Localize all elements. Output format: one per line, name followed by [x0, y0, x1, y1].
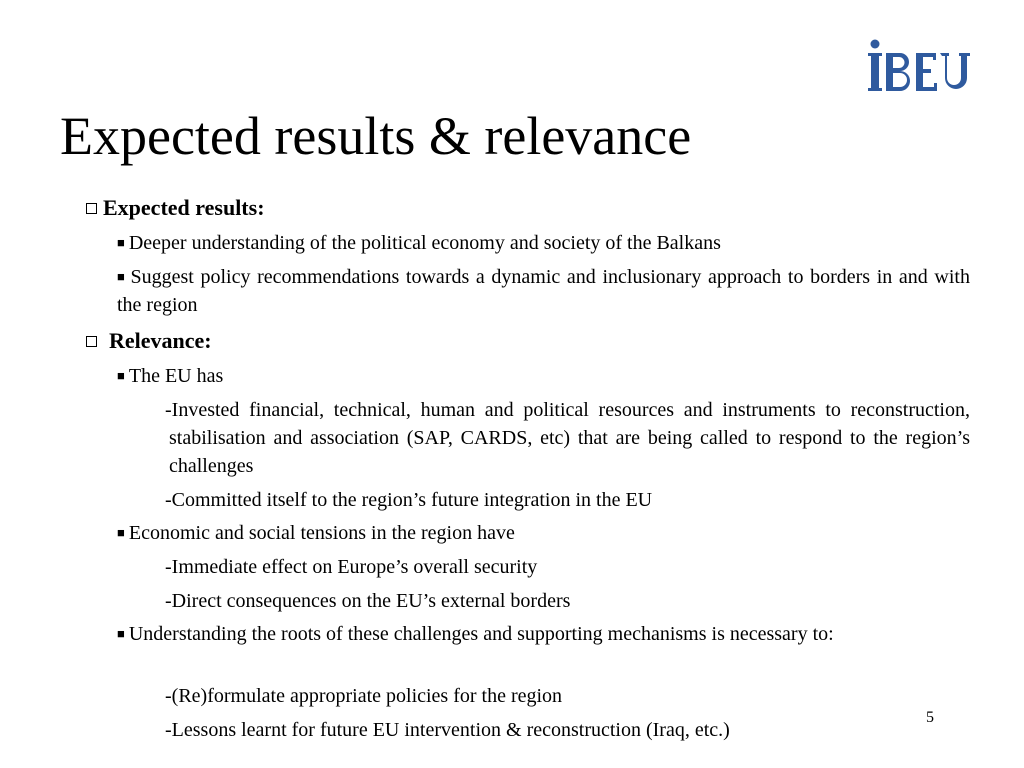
square-bullet-icon: ■	[117, 269, 127, 284]
list-item	[117, 263, 970, 319]
list-item	[117, 620, 970, 648]
checkbox-bullet-icon	[86, 336, 97, 347]
square-bullet-icon: ■	[117, 626, 125, 641]
list-item-text: Suggest policy recommendations towards a dynamic and inclusionary approach to borders in and with the region	[117, 266, 970, 316]
list-item-text: Economic and social tensions in the region have	[128, 522, 515, 544]
square-bullet-icon: ■	[117, 368, 125, 383]
relevance-heading-text: Relevance:	[109, 328, 212, 353]
expected-results-heading	[86, 194, 265, 222]
list-item-text: Understanding the roots of these challenges and supporting mechanisms is necessary to:	[128, 623, 834, 645]
list-item	[117, 519, 515, 547]
expected-results-heading-text: Expected results:	[103, 195, 265, 220]
sub-point: -Invested financial, technical, human and political resources and instruments to reconstruction, stabilisation and association (SAP, CARDS, etc) that are being called to respond to the region’s challenges	[165, 399, 970, 477]
slide-title: Expected results & relevance	[60, 106, 692, 166]
sub-point: -(Re)formulate appropriate policies for the region	[165, 685, 563, 707]
square-bullet-icon: ■	[117, 235, 125, 250]
checkbox-bullet-icon	[86, 203, 97, 214]
list-item	[117, 229, 721, 257]
ibeu-logo	[866, 38, 972, 94]
square-bullet-icon: ■	[117, 525, 125, 540]
list-item-text: Deeper understanding of the political economy and society of the Balkans	[128, 232, 721, 254]
relevance-heading	[86, 327, 212, 355]
sub-point: -Lessons learnt for future EU intervention & reconstruction (Iraq, etc.)	[165, 719, 730, 741]
sub-point: -Immediate effect on Europe’s overall security	[165, 556, 538, 578]
page-number: 5	[926, 709, 934, 726]
sub-point: -Direct consequences on the EU’s external borders	[165, 590, 571, 612]
list-item-text: The EU has	[128, 365, 224, 387]
sub-point: -Committed itself to the region’s future integration in the EU	[165, 489, 653, 511]
list-item	[117, 362, 223, 390]
